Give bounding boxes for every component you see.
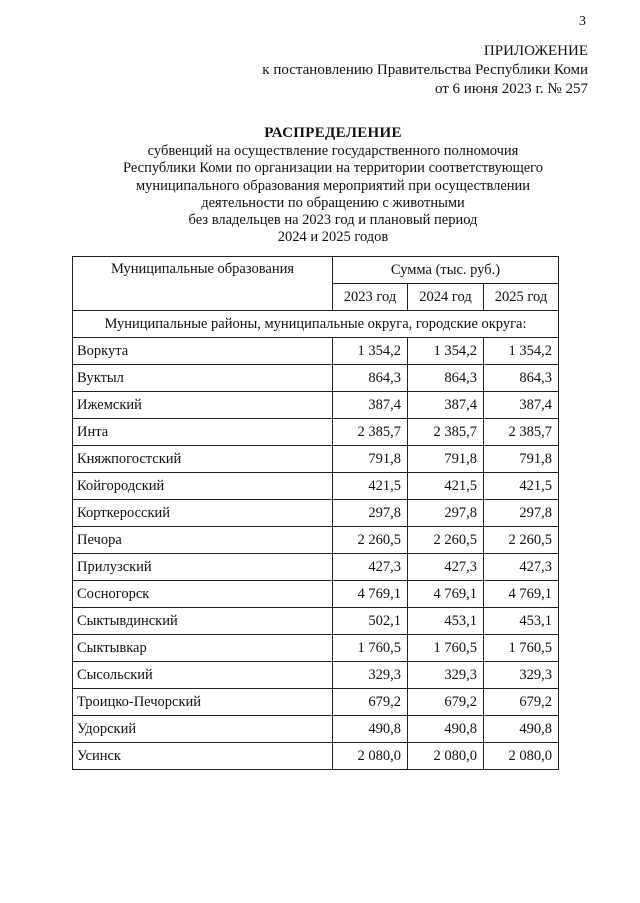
value-2025-cell: 4 769,1 [484,581,559,608]
section-label: Муниципальные районы, муниципальные округа, городские округа: [73,311,559,338]
value-2024-cell: 1 354,2 [408,338,484,365]
table-row [73,554,559,581]
value-2025-cell: 453,1 [484,608,559,635]
year-2024-header: 2024 год [408,284,484,311]
value-2024-cell: 421,5 [408,473,484,500]
value-2023-cell: 1 354,2 [333,338,408,365]
value-2023-cell: 502,1 [333,608,408,635]
table-row [73,527,559,554]
municipality-name-cell: Инта [73,419,333,446]
value-2023-cell: 387,4 [333,392,408,419]
table-row [73,581,559,608]
value-2025-cell: 1 760,5 [484,635,559,662]
value-2023-cell: 490,8 [333,716,408,743]
value-2024-cell: 329,3 [408,662,484,689]
municipality-name-cell: Сосногорск [73,581,333,608]
municipality-name-cell: Ижемский [73,392,333,419]
value-2024-cell: 864,3 [408,365,484,392]
municipality-name-cell: Сыктывкар [73,635,333,662]
value-2025-cell: 421,5 [484,473,559,500]
value-2024-cell: 453,1 [408,608,484,635]
value-2025-cell: 1 354,2 [484,338,559,365]
value-2023-cell: 791,8 [333,446,408,473]
municipality-name-cell: Воркута [73,338,333,365]
municipality-name-cell: Сыктывдинский [73,608,333,635]
value-2025-cell: 864,3 [484,365,559,392]
value-2024-cell: 297,8 [408,500,484,527]
page-number: 3 [579,14,586,29]
value-2023-cell: 4 769,1 [333,581,408,608]
value-2023-cell: 297,8 [333,500,408,527]
year-2023-header: 2023 год [333,284,408,311]
document-subtitle: субвенций на осуществление государственного полномочия Республики Коми по организации на территории соответствующего муниципального образования мероприятий при осуществлении деятельности по обращению с животными без владельцев на 2023 год и плановый период 2024 и 2025 годов [122,143,544,246]
value-2024-cell: 2 080,0 [408,743,484,770]
table-row [73,662,559,689]
document-heading [70,124,596,247]
value-2023-cell: 2 260,5 [333,527,408,554]
table-row [73,689,559,716]
value-2025-cell: 2 080,0 [484,743,559,770]
value-2024-cell: 1 760,5 [408,635,484,662]
value-2024-cell: 2 385,7 [408,419,484,446]
value-2024-cell: 427,3 [408,554,484,581]
table-row [73,446,559,473]
value-2025-cell: 2 260,5 [484,527,559,554]
table-row [73,608,559,635]
municipality-name-cell: Троицко-Печорский [73,689,333,716]
value-2025-cell: 297,8 [484,500,559,527]
year-2025-header: 2025 год [484,284,559,311]
value-2024-cell: 2 260,5 [408,527,484,554]
sum-column-header: Сумма (тыс. руб.) [333,257,559,284]
value-2024-cell: 387,4 [408,392,484,419]
value-2023-cell: 329,3 [333,662,408,689]
table-row [73,635,559,662]
municipality-name-cell: Койгородский [73,473,333,500]
table-header-row [73,257,559,284]
value-2025-cell: 329,3 [484,662,559,689]
table-row [73,365,559,392]
value-2024-cell: 679,2 [408,689,484,716]
value-2025-cell: 2 385,7 [484,419,559,446]
document-title: РАСПРЕДЕЛЕНИЕ [264,125,402,141]
distribution-table [72,256,559,770]
value-2023-cell: 427,3 [333,554,408,581]
section-row [73,311,559,338]
value-2025-cell: 387,4 [484,392,559,419]
municipality-column-header: Муниципальные образования [73,257,333,311]
value-2025-cell: 679,2 [484,689,559,716]
table-row [73,392,559,419]
value-2023-cell: 2 385,7 [333,419,408,446]
value-2025-cell: 427,3 [484,554,559,581]
table-row [73,338,559,365]
municipality-name-cell: Усинск [73,743,333,770]
value-2023-cell: 2 080,0 [333,743,408,770]
value-2024-cell: 791,8 [408,446,484,473]
municipality-name-cell: Удорский [73,716,333,743]
value-2023-cell: 864,3 [333,365,408,392]
table-row [73,473,559,500]
appendix-title: ПРИЛОЖЕНИЕ [483,43,588,59]
value-2023-cell: 1 760,5 [333,635,408,662]
municipality-name-cell: Сысольский [73,662,333,689]
municipality-name-cell: Прилузский [73,554,333,581]
value-2024-cell: 4 769,1 [408,581,484,608]
municipality-name-cell: Княжпогостский [73,446,333,473]
table-row [73,500,559,527]
value-2024-cell: 490,8 [408,716,484,743]
appendix-date-line: от 6 июня 2023 г. № 257 [434,81,588,97]
value-2025-cell: 791,8 [484,446,559,473]
appendix-block [262,42,588,99]
municipality-name-cell: Корткеросский [73,500,333,527]
municipality-name-cell: Печора [73,527,333,554]
appendix-decree-line: к постановлению Правительства Республики Коми [262,62,588,78]
table-row [73,716,559,743]
value-2023-cell: 421,5 [333,473,408,500]
value-2023-cell: 679,2 [333,689,408,716]
municipality-name-cell: Вуктыл [73,365,333,392]
table-row [73,419,559,446]
value-2025-cell: 490,8 [484,716,559,743]
table-row [73,743,559,770]
